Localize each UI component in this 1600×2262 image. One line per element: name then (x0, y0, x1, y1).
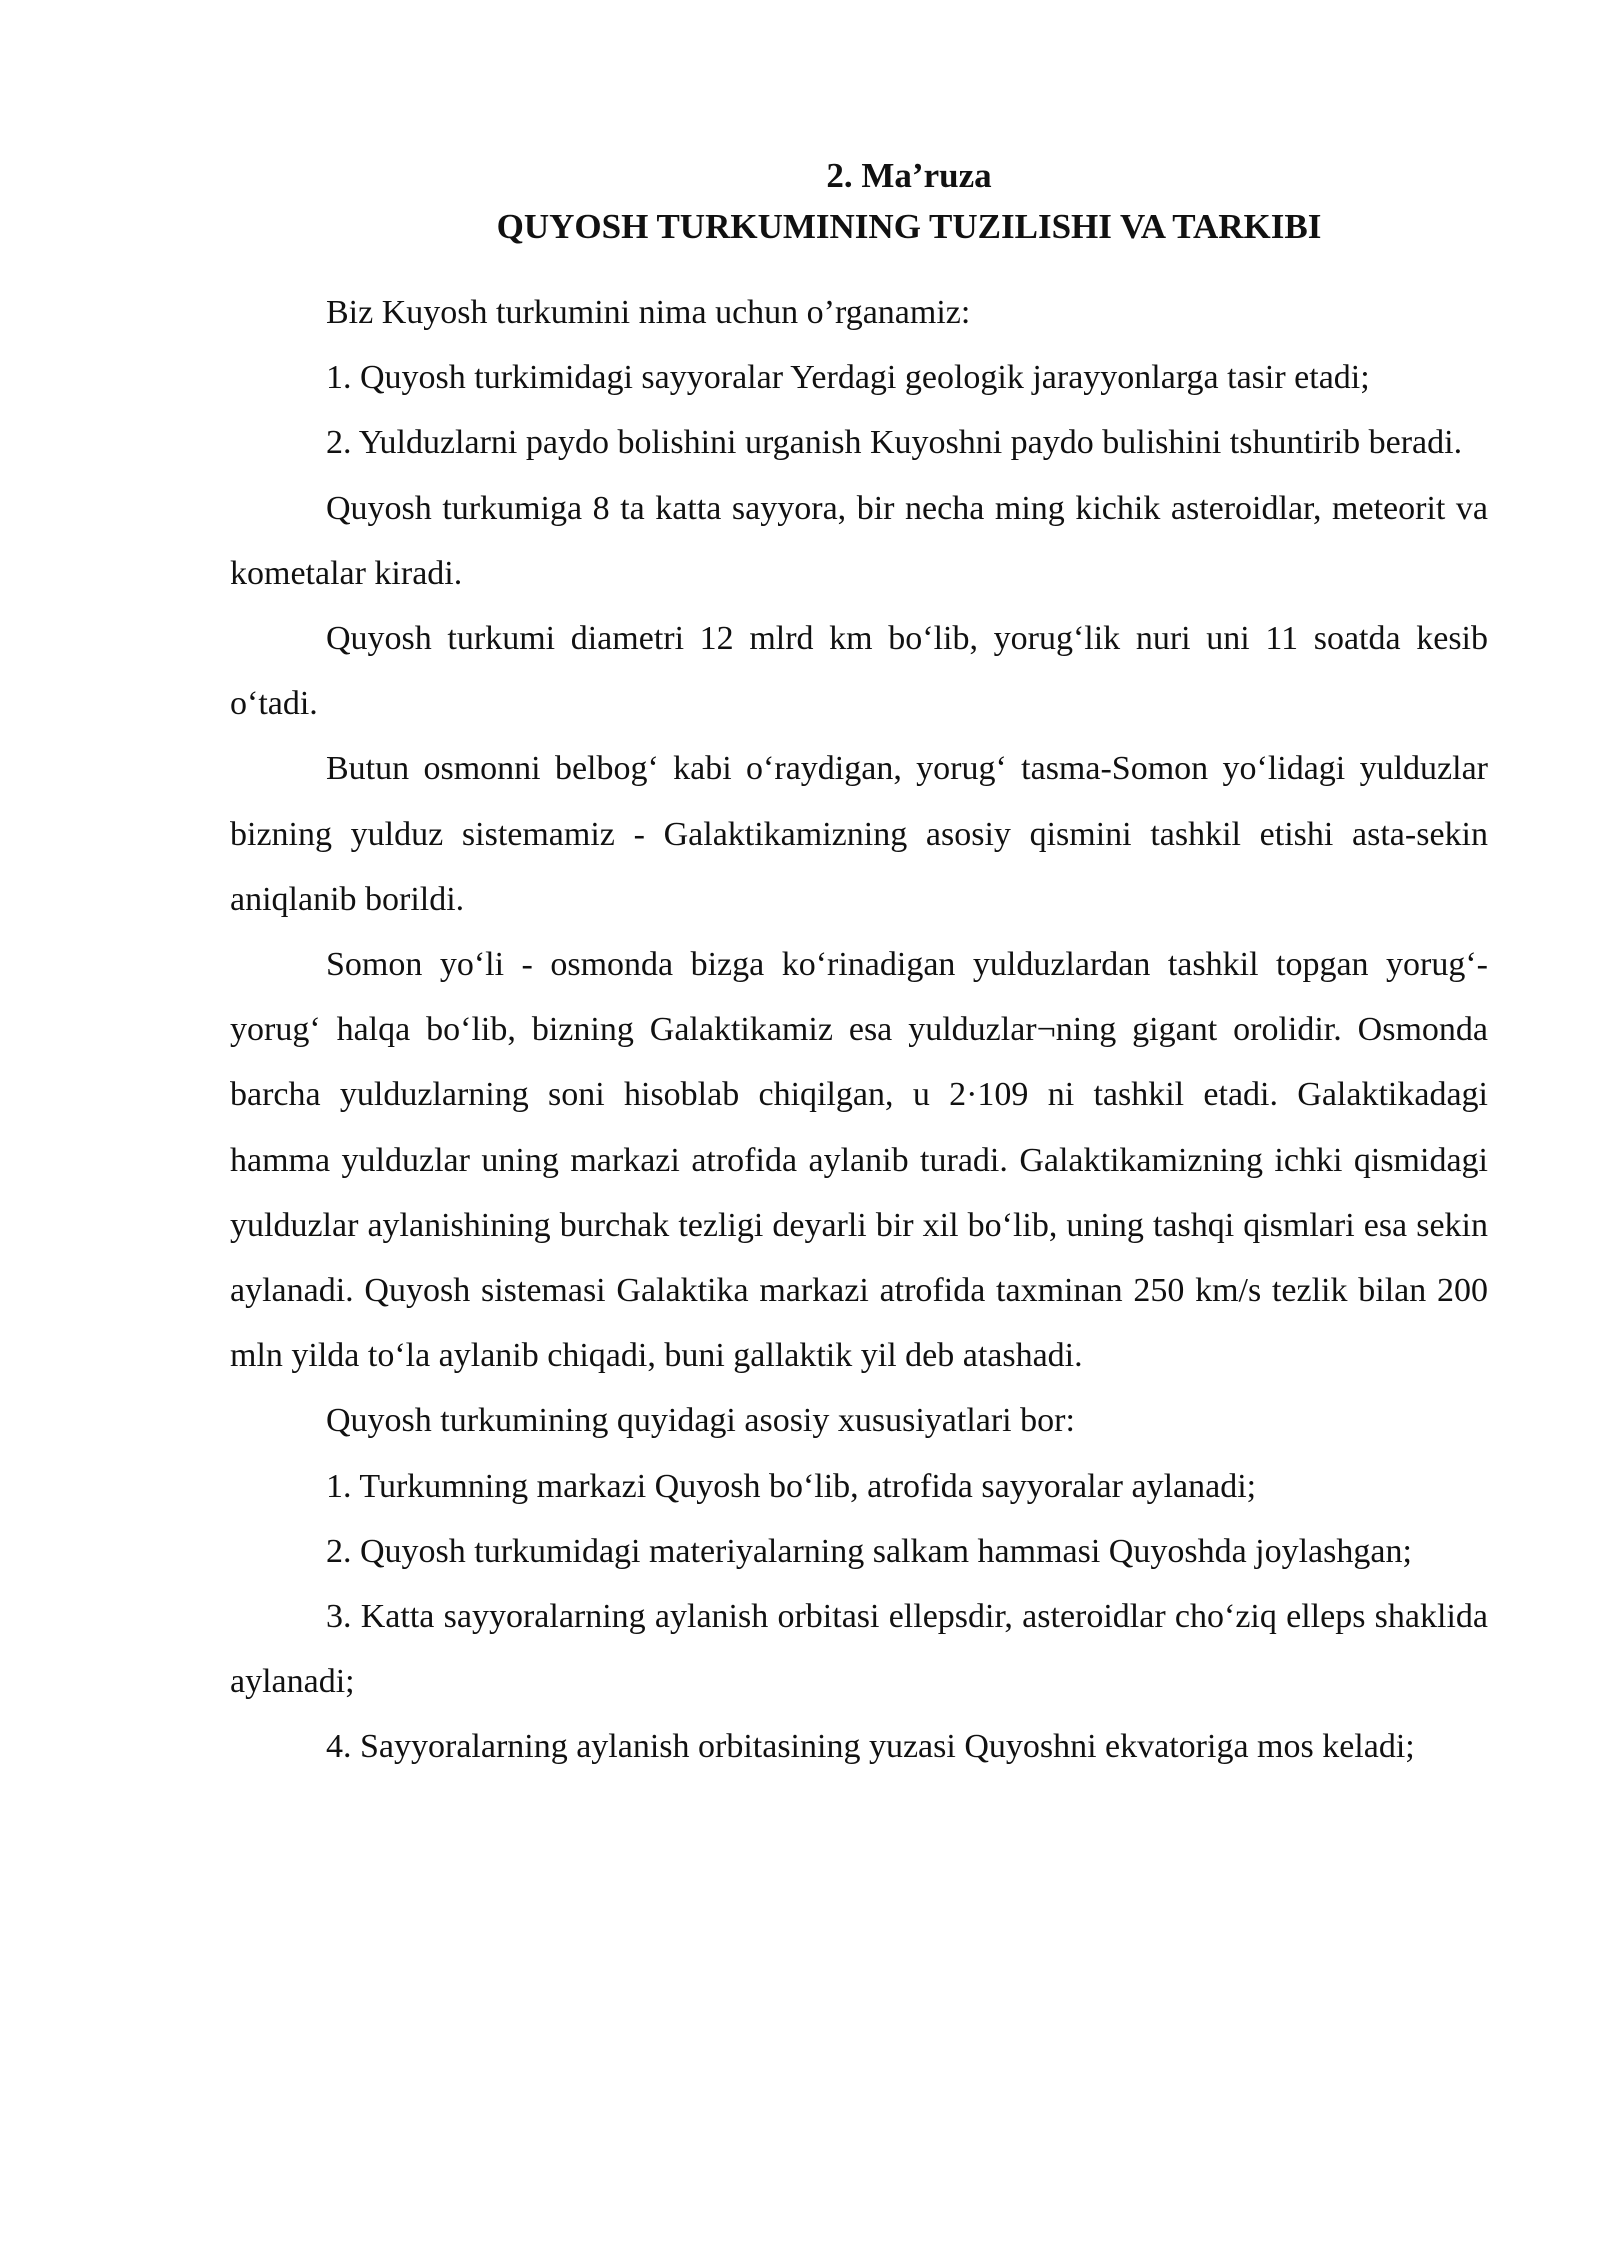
paragraph-diameter: Quyosh turkumi diametri 12 mlrd km bo‘lib, yorug‘lik nuri uni 11 soatda kesib o‘tadi. (230, 620, 1488, 723)
list-item-feature-4: 4. Sayyoralarning aylanish orbitasining yuzasi Quyoshni ekvatoriga mos keladi; (326, 1728, 1415, 1766)
paragraph-galaxy-description: Somon yo‘li - osmonda bizga ko‘rinadigan yulduzlardan tashkil topgan yorug‘-yorug‘ halqa bo‘lib, bizning Galaktikamiz esa yulduzlar¬ning gigant orolidir. Osmonda barcha yulduzlarning soni hisoblab chiqilgan, u 2·109 ni tashkil etadi. Galaktikadagi hamma yulduzlar uning markazi atrofida aylanib turadi. Galaktikamizning ichki qismidagi yulduzlar aylanishining burchak tezligi deyarli bir xil bo‘lib, uning tashqi qismlari esa sekin aylanadi. Quyosh sistemasi Galaktika markazi atrofida taxminan 250 km/s tezlik bilan 200 mln yilda to‘la aylanib chiqadi, buni gallaktik yil deb atashadi. (230, 946, 1488, 1375)
paragraph-features-intro: Quyosh turkumining quyidagi asosiy xususiyatlari bor: (326, 1402, 1075, 1440)
paragraph-intro-question: Biz Kuyosh turkumini nima uchun o’rganamiz: (326, 294, 971, 331)
paragraph-reason-2: 2. Yulduzlarni paydo bolishini urganish Kuyoshni paydo bulishini tshuntirib beradi. (326, 424, 1463, 462)
list-item-feature-3: 3. Katta sayyoralarning aylanish orbitasi ellepsdir, asteroidlar cho‘ziq elleps shaklida aylanadi; (230, 1598, 1488, 1701)
paragraph-reason-1: 1. Quyosh turkimidagi sayyoralar Yerdagi geologik jarayyonlarga tasir etadi; (326, 359, 1370, 397)
list-item-feature-1: 1. Turkumning markazi Quyosh bo‘lib, atrofida sayyoralar aylanadi; (326, 1467, 1257, 1505)
page-content (230, 150, 1488, 1780)
paragraph-composition: Quyosh turkumiga 8 ta katta sayyora, bir necha ming kichik asteroidlar, meteorit va kometalar kiradi. (230, 489, 1488, 592)
lecture-number: 2. Ma’ruza (826, 156, 992, 195)
list-item-feature-2: 2. Quyosh turkumidagi materiyalarning salkam hammasi Quyoshda joylashgan; (326, 1532, 1412, 1570)
paragraph-milky-way-belt: Butun osmonni belbog‘ kabi o‘raydigan, yorug‘ tasma-Somon yo‘lidagi yulduzlar bizning yulduz sistemamiz - Galaktikamizning asosiy qismini tashkil etishi asta-sekin aniqlanib borildi. (230, 750, 1488, 918)
page-title: QUYOSH TURKUMINING TUZILISHI VA TARKIBI (496, 207, 1322, 246)
